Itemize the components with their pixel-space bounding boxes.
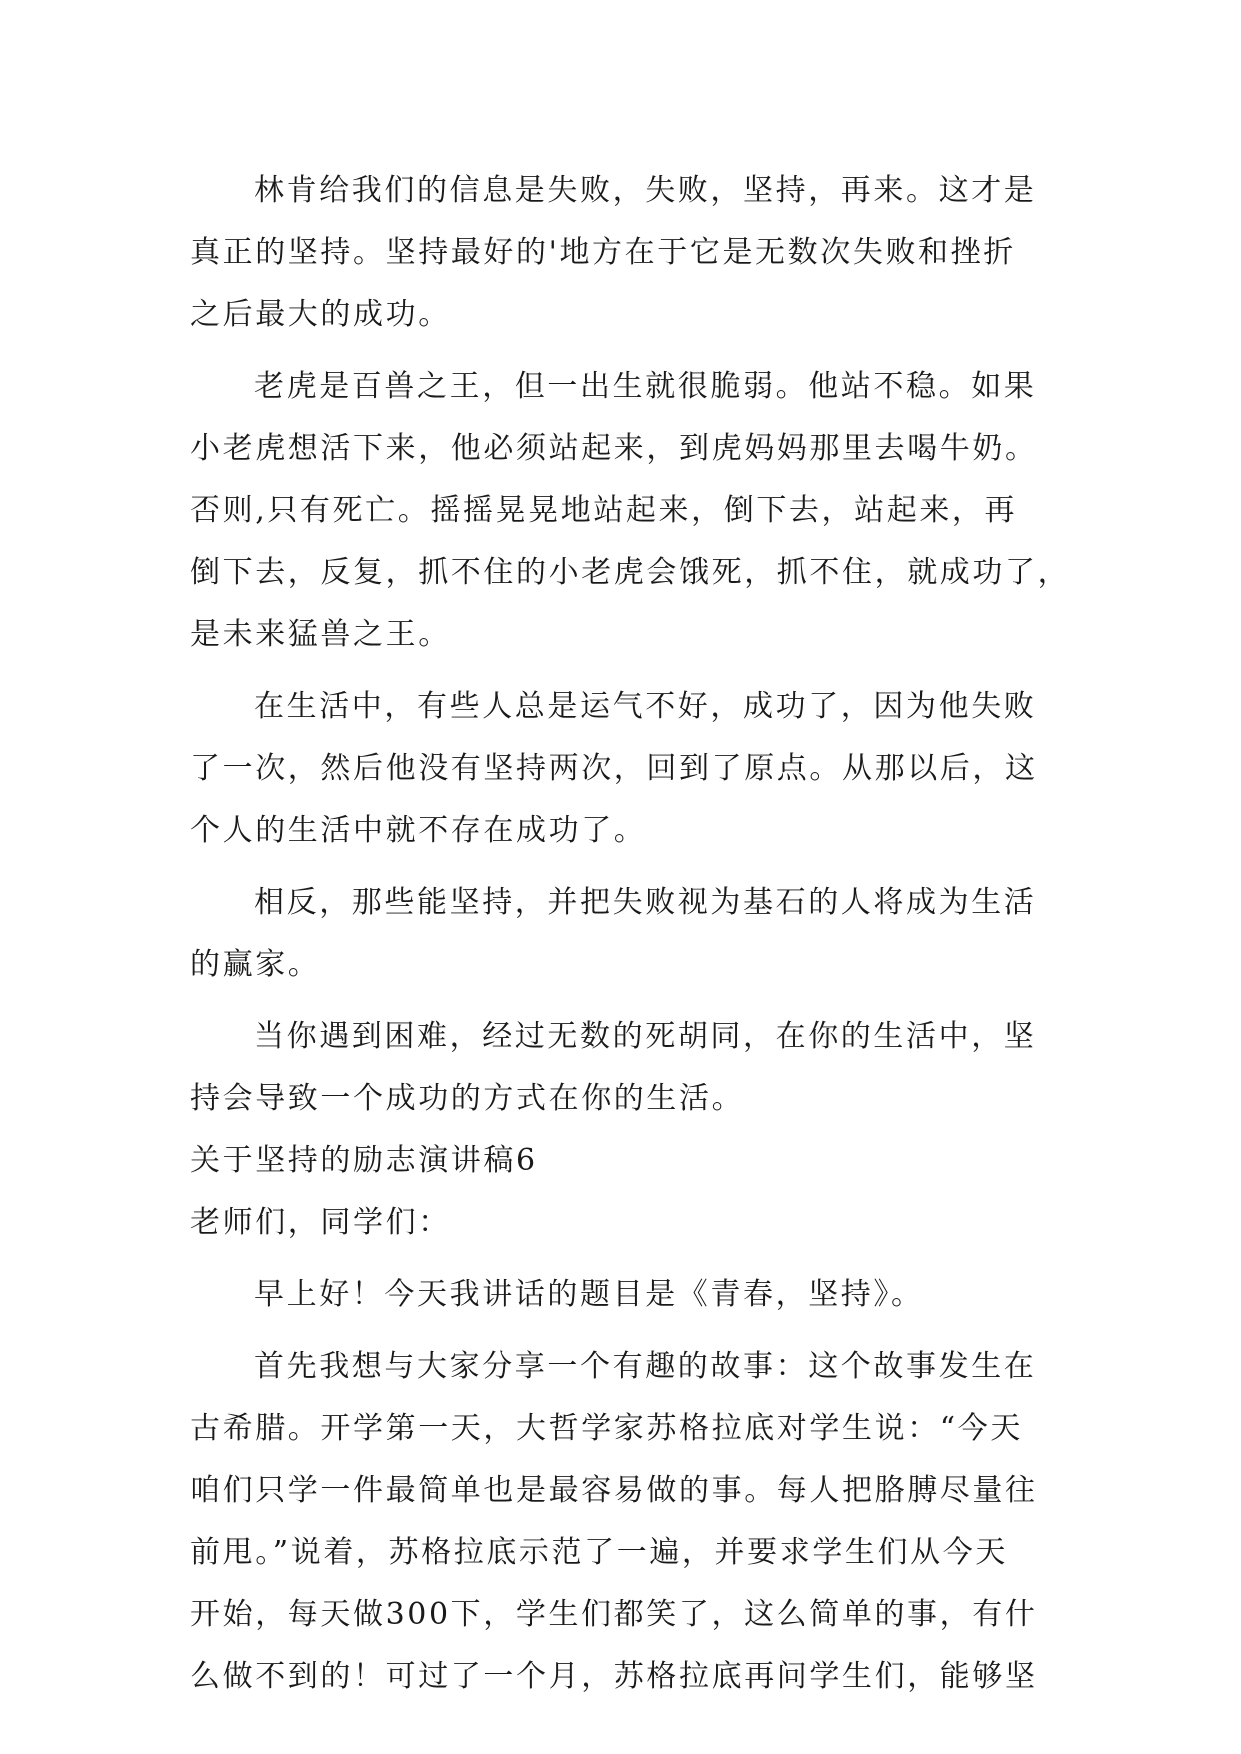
text-line: 古希腊。开学第一天，大哲学家苏格拉底对学生说：“今天: [190, 1411, 1023, 1446]
text-line: 相反，那些能坚持，并把失败视为基石的人将成为生活: [254, 885, 1037, 920]
document-body: [190, 160, 1071, 1708]
text-line: 早上好！今天我讲话的题目是《青春，坚持》。: [254, 1277, 924, 1312]
text-line: 在生活中，有些人总是运气不好，成功了，因为他失败: [254, 689, 1037, 724]
text-line: 小老虎想活下来，他必须站起来，到虎妈妈那里去喝牛奶。: [190, 431, 1038, 466]
text-line: 持会导致一个成功的方式在你的生活。: [190, 1081, 745, 1116]
salutation: 老师们，同学们：: [190, 1205, 451, 1240]
text-line: 真正的坚持。坚持最好的'地方在于它是无数次失败和挫折: [190, 235, 1016, 270]
text-line: 首先我想与大家分享一个有趣的故事：这个故事发生在: [254, 1349, 1037, 1384]
text-line: 咱们只学一件最简单也是最容易做的事。每人把胳膊尽量往: [190, 1473, 1038, 1508]
section-heading: 关于坚持的励志演讲稿6: [190, 1143, 538, 1178]
text-line: 个人的生活中就不存在成功了。: [190, 813, 647, 848]
text-line: 了一次，然后他没有坚持两次，回到了原点。从那以后，这: [190, 751, 1038, 786]
text-line: 是未来猛兽之王。: [190, 617, 451, 652]
text-line: 倒下去，反复，抓不住的小老虎会饿死，抓不住，就成功了，: [190, 555, 1071, 590]
text-line: 之后最大的成功。: [190, 297, 451, 332]
text-line: 否则,只有死亡。摇摇晃晃地站起来，倒下去，站起来，再: [190, 493, 1018, 528]
text-line: 前甩。”说着，苏格拉底示范了一遍，并要求学生们从今天: [190, 1535, 1008, 1570]
text-line: 开始，每天做300下，学生们都笑了，这么简单的事，有什: [190, 1597, 1038, 1632]
text-line: 当你遇到困难，经过无数的死胡同，在你的生活中，坚: [254, 1019, 1037, 1054]
text-line: 么做不到的！可过了一个月，苏格拉底再问学生们，能够坚: [190, 1659, 1038, 1694]
text-line: 的赢家。: [190, 947, 321, 982]
text-line: 林肯给我们的信息是失败，失败，坚持，再来。这才是: [254, 173, 1037, 208]
text-line: 老虎是百兽之王，但一出生就很脆弱。他站不稳。如果: [254, 369, 1037, 404]
